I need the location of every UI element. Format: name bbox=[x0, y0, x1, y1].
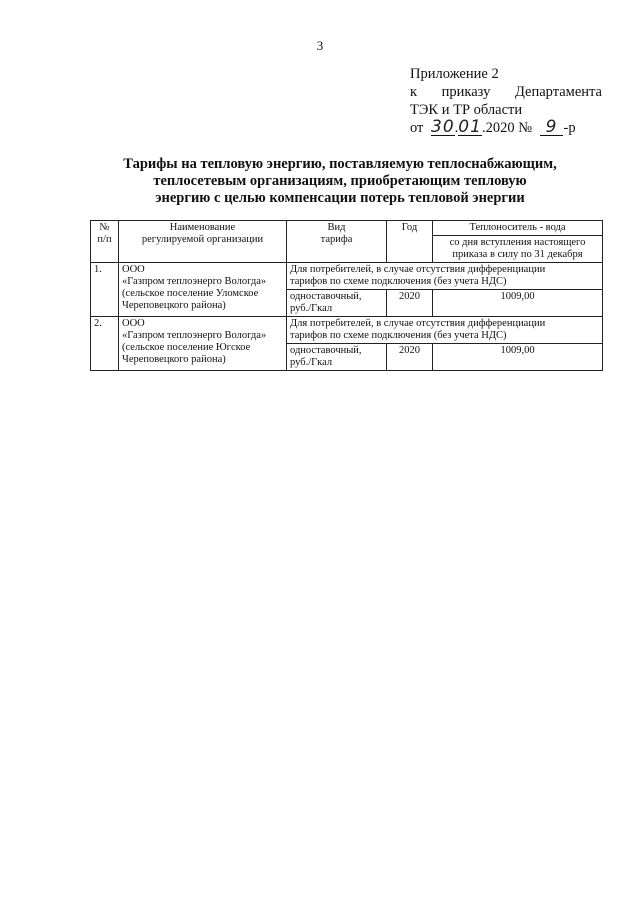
header-org-line1: Наименование bbox=[169, 222, 236, 233]
header-carrier: Теплоноситель - вода bbox=[433, 221, 603, 236]
date-sep: . bbox=[454, 120, 459, 136]
row-value: 1009,00 bbox=[433, 344, 603, 371]
header-type-line1: Вид bbox=[327, 222, 346, 233]
row-value: 1009,00 bbox=[433, 290, 603, 317]
org-line2: «Газпром теплоэнерго Вологда» bbox=[122, 276, 267, 287]
date-month: 01 bbox=[458, 117, 482, 137]
header-num-line2: п/п bbox=[97, 234, 112, 245]
header-num-line1: № bbox=[99, 222, 110, 233]
appendix-date-line bbox=[410, 119, 602, 137]
header-num bbox=[91, 221, 119, 263]
row-consumers bbox=[287, 263, 603, 290]
appendix-line1: Приложение 2 bbox=[410, 66, 499, 82]
org-line4: Череповецкого района) bbox=[122, 354, 226, 365]
tariff-line1: одноставочный, bbox=[290, 345, 362, 356]
consumers-line1: Для потребителей, в случае отсутствия дифференциации bbox=[290, 318, 546, 329]
row-consumers bbox=[287, 317, 603, 344]
title-line3: энергию с целью компенсации потерь тепловой энергии bbox=[155, 190, 525, 206]
consumers-line1: Для потребителей, в случае отсутствия дифференциации bbox=[290, 264, 546, 275]
appendix-department: Департамента bbox=[514, 84, 602, 100]
table-row bbox=[91, 263, 603, 290]
date-prefix: от bbox=[410, 120, 424, 136]
row-tariff-type bbox=[287, 344, 387, 371]
header-org bbox=[119, 221, 287, 263]
consumers-line2: тарифов по схеме подключения (без учета НДС) bbox=[290, 330, 507, 341]
org-line1: ООО bbox=[122, 264, 145, 275]
consumers-line2: тарифов по схеме подключения (без учета НДС) bbox=[290, 276, 507, 287]
row-tariff-type bbox=[287, 290, 387, 317]
org-line4: Череповецкого района) bbox=[122, 300, 226, 311]
header-period-line1: со дня вступления настоящего bbox=[449, 237, 586, 248]
appendix-block bbox=[410, 65, 602, 137]
date-rest: .2020 № bbox=[481, 120, 533, 136]
appendix-k: к bbox=[410, 84, 418, 100]
org-line1: ООО bbox=[122, 318, 145, 329]
tariff-table bbox=[90, 220, 603, 371]
org-line2: «Газпром теплоэнерго Вологда» bbox=[122, 330, 267, 341]
tariff-line1: одноставочный, bbox=[290, 291, 362, 302]
appendix-line3: ТЭК и ТР области bbox=[410, 102, 523, 118]
date-day: 30 bbox=[431, 117, 455, 137]
header-year: Год bbox=[387, 221, 433, 263]
header-period bbox=[433, 236, 603, 263]
title-line2: теплосетевым организациям, приобретающим тепловую bbox=[153, 173, 527, 189]
row-organization bbox=[119, 263, 287, 317]
appendix-prikazu: приказу bbox=[441, 84, 491, 100]
org-line3: (сельское поселение Уломское bbox=[122, 288, 259, 299]
row-year: 2020 bbox=[387, 344, 433, 371]
row-year: 2020 bbox=[387, 290, 433, 317]
header-type-line2: тарифа bbox=[320, 234, 353, 245]
document-title bbox=[100, 156, 580, 207]
tariff-line2: руб./Гкал bbox=[290, 357, 333, 368]
header-type bbox=[287, 221, 387, 263]
header-org-line2: регулируемой организации bbox=[141, 234, 264, 245]
row-number: 2. bbox=[91, 317, 119, 371]
org-line3: (сельское поселение Югское bbox=[122, 342, 251, 353]
table-row bbox=[91, 317, 603, 344]
header-period-line2: приказа в силу по 31 декабря bbox=[452, 249, 583, 260]
row-number: 1. bbox=[91, 263, 119, 317]
page-number: 3 bbox=[316, 38, 324, 53]
row-organization bbox=[119, 317, 287, 371]
table-header-row bbox=[91, 221, 603, 236]
order-number: 9 bbox=[540, 120, 564, 136]
title-line1: Тарифы на тепловую энергию, поставляемую теплоснабжающим, bbox=[123, 156, 557, 172]
tariff-line2: руб./Гкал bbox=[290, 303, 333, 314]
order-suffix: -р bbox=[563, 120, 576, 136]
appendix-line2 bbox=[410, 83, 602, 101]
